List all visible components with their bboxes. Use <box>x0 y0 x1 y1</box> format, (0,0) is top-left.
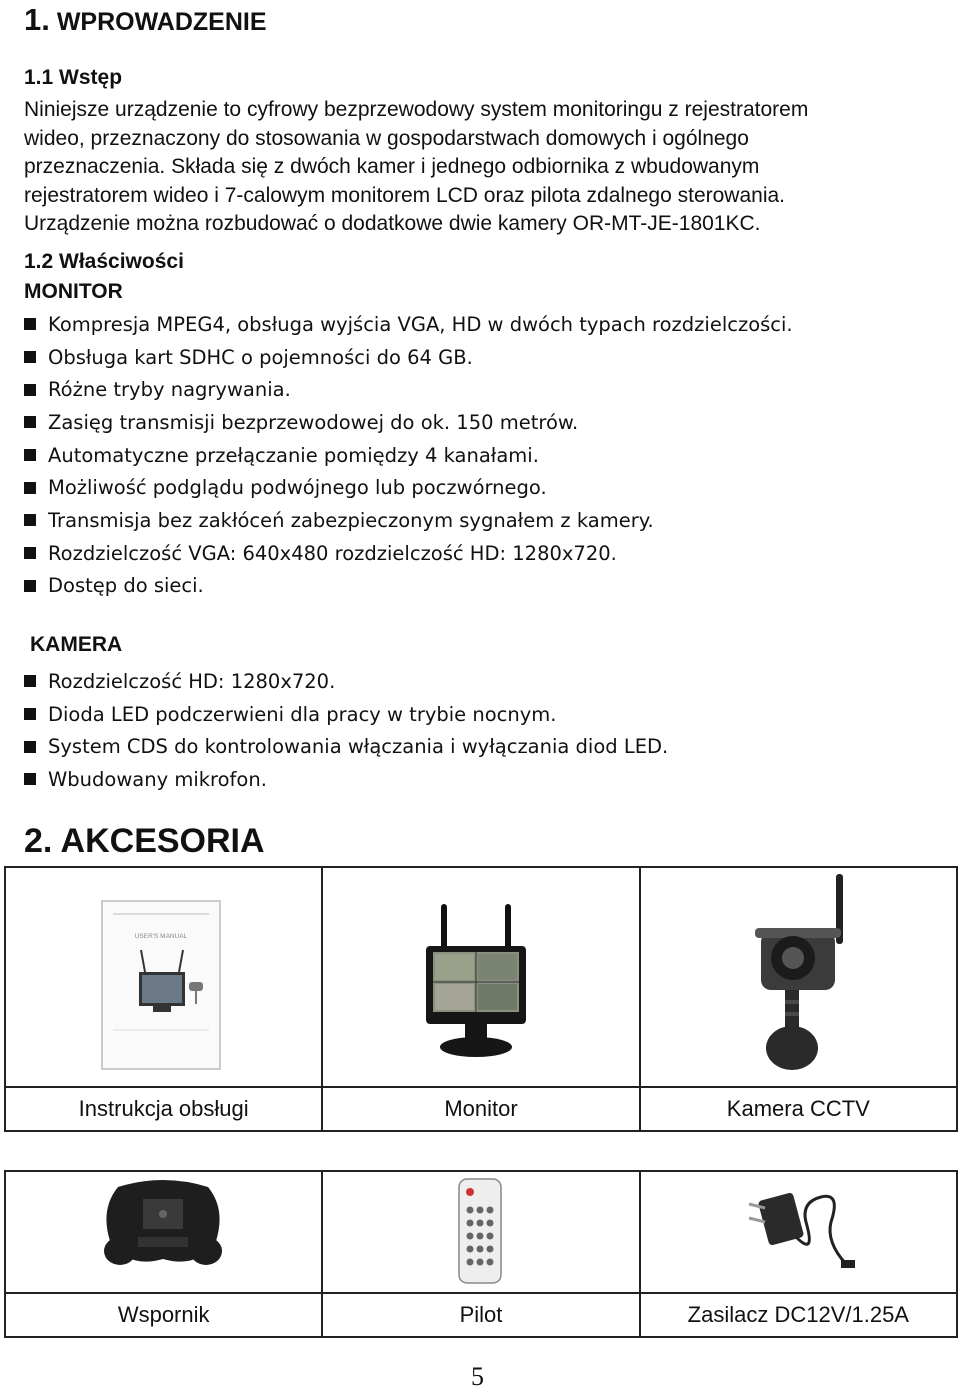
list-item: System CDS do kontrolowania włączania i wyłączania diod LED. <box>24 730 668 763</box>
bullet-square-icon <box>24 449 36 461</box>
monitor-feature-list <box>24 308 793 602</box>
bullet-square-icon <box>24 482 36 494</box>
accessory-label: Instrukcja obsługi <box>6 1088 323 1130</box>
list-item: Rozdzielczość HD: 1280x720. <box>24 665 668 698</box>
subsection-1-1-title: 1.1 Wstęp <box>24 66 123 89</box>
bullet-square-icon <box>24 351 36 363</box>
accessories-table-1 <box>4 866 958 1132</box>
page-number: 5 <box>471 1362 484 1391</box>
intro-line: wideo, przeznaczony do stosowania w gospodarstwach domowych i ogólnego <box>24 126 749 150</box>
bullet-square-icon <box>24 514 36 526</box>
table-image-row <box>6 868 956 1086</box>
list-item: Obsługa kart SDHC o pojemności do 64 GB. <box>24 341 793 374</box>
bullet-square-icon <box>24 416 36 428</box>
intro-line: przeznaczenia. Składa się z dwóch kamer i jednego odbiornika z wbudowanym <box>24 155 760 178</box>
list-item: Zasięg transmisji bezprzewodowej do ok. 150 metrów. <box>24 406 793 439</box>
camera-heading: KAMERA <box>30 633 123 656</box>
intro-paragraph <box>24 96 954 239</box>
monitor-image-cell <box>323 868 640 1086</box>
camera-feature-list <box>24 665 668 796</box>
list-item: Dioda LED podczerwieni dla pracy w trybie nocnym. <box>24 698 668 731</box>
list-item: Wbudowany mikrofon. <box>24 763 668 796</box>
list-item: Transmisja bez zakłóceń zabezpieczonym sygnałem z kamery. <box>24 504 793 537</box>
bullet-square-icon <box>24 708 36 720</box>
bullet-square-icon <box>24 318 36 330</box>
section-1-heading <box>24 2 267 38</box>
table-label-row <box>6 1086 956 1130</box>
accessory-label: Monitor <box>323 1088 640 1130</box>
list-item: Różne tryby nagrywania. <box>24 373 793 406</box>
bracket-image-cell <box>6 1172 323 1292</box>
bullet-square-icon <box>24 773 36 785</box>
intro-line: rejestratorem wideo i 7-calowym monitorem LCD oraz pilota zdalnego sterowania. <box>24 183 785 207</box>
bracket-image <box>98 1179 228 1274</box>
intro-line: Urządzenie można rozbudować o dodatkowe dwie kamery OR-MT-JE-1801KC. <box>24 212 761 235</box>
intro-line: Niniejsze urządzenie to cyfrowy bezprzewodowy system monitoringu z rejestratorem <box>24 98 809 121</box>
section-1-title: WPROWADZENIE <box>56 8 267 36</box>
accessory-label: Zasilacz DC12V/1.25A <box>687 1302 909 1327</box>
camera-image-cell <box>641 868 956 1086</box>
cctv-camera-image <box>741 872 861 1082</box>
remote-image-cell <box>323 1172 640 1292</box>
accessory-label: Pilot <box>323 1294 640 1336</box>
bullet-square-icon <box>24 675 36 687</box>
accessory-label: Kamera CCTV <box>726 1096 870 1121</box>
manual-image-cell <box>6 868 323 1086</box>
bullet-square-icon <box>24 384 36 396</box>
accessory-label: Wspornik <box>6 1294 323 1336</box>
subsection-1-2-title: 1.2 Właściwości <box>24 250 184 273</box>
remote-control-image <box>458 1178 502 1284</box>
list-item: Dostęp do sieci. <box>24 570 793 603</box>
power-adapter-image <box>741 1182 861 1282</box>
section-1-number: 1. <box>24 2 50 37</box>
list-item: Rozdzielczość VGA: 640x480 rozdzielczość HD: 1280x720. <box>24 537 793 570</box>
table-label-row <box>6 1292 956 1336</box>
manual-cover-title: USER'S MANUAL <box>134 933 188 940</box>
table-image-row <box>6 1172 956 1292</box>
bullet-square-icon <box>24 547 36 559</box>
power-supply-image-cell <box>641 1172 956 1292</box>
list-item: Automatyczne przełączanie pomiędzy 4 kanałami. <box>24 439 793 472</box>
monitor-image <box>421 902 531 1062</box>
monitor-heading: MONITOR <box>24 280 123 303</box>
list-item: Możliwość podglądu podwójnego lub poczwórnego. <box>24 471 793 504</box>
accessories-table-2 <box>4 1170 958 1338</box>
list-item: Kompresja MPEG4, obsługa wyjścia VGA, HD w dwóch typach rozdzielczości. <box>24 308 793 341</box>
bullet-square-icon <box>24 580 36 592</box>
manual-booklet-image <box>101 900 221 1070</box>
bullet-square-icon <box>24 741 36 753</box>
section-2-title: 2. AKCESORIA <box>24 822 265 860</box>
